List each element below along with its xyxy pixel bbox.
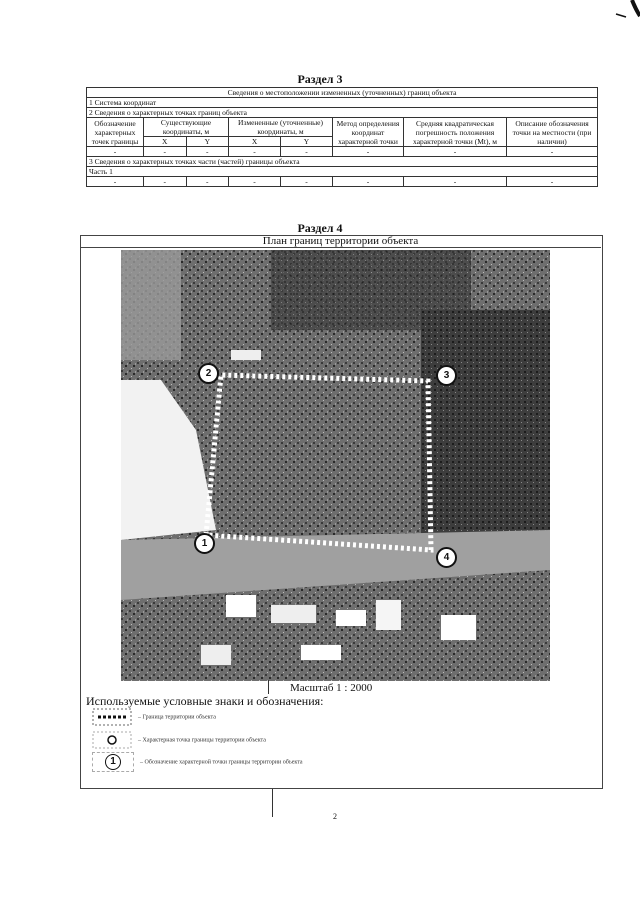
cell: -: [229, 177, 281, 187]
header-existing-coords: Существующие координаты, м: [144, 118, 229, 137]
legend-title: Используемые условные знаки и обозначения:: [86, 694, 324, 708]
boundary-line-icon: [92, 708, 132, 726]
header-x: X: [229, 137, 281, 147]
cell: -: [333, 177, 404, 187]
cell: -: [144, 177, 187, 187]
point-2: [198, 363, 219, 384]
plan-title: План границ территории объекта: [80, 235, 601, 248]
table-row: [87, 177, 598, 187]
point-label: 1: [201, 538, 208, 549]
section3-heading: Раздел 3: [297, 72, 343, 86]
page-number: 2: [333, 812, 337, 821]
legend-point-number: 1: [105, 754, 121, 770]
page-divider: [272, 789, 273, 817]
cell: -: [87, 177, 144, 187]
cell: -: [229, 147, 281, 157]
point-3: [436, 365, 457, 386]
cell: -: [87, 147, 144, 157]
section4-heading: Раздел 4: [297, 221, 343, 235]
point-circle-icon: [92, 731, 132, 749]
part-label-row: Часть 1: [87, 167, 598, 177]
corner-mark-icon: [610, 0, 640, 22]
cell: -: [186, 147, 229, 157]
cell: -: [333, 147, 404, 157]
legend-text: – Обозначение характерной точки границы территории объекта: [140, 759, 303, 766]
section3-table: [86, 87, 598, 187]
aerial-photo: [121, 250, 550, 681]
point-label: 3: [443, 370, 450, 381]
legend-item: [92, 708, 216, 726]
cell: -: [186, 177, 229, 187]
legend-text: – Характерная точка границы территории объекта: [138, 737, 266, 744]
coord-system-row: 1 Система координат: [87, 98, 598, 108]
cell: -: [507, 177, 598, 187]
scale-divider: [268, 680, 269, 694]
header-y: Y: [281, 137, 333, 147]
part-points-row: 3 Сведения о характерных точках части (частей) границы объекта: [87, 157, 598, 167]
cell: -: [404, 177, 507, 187]
point-label: 2: [205, 368, 212, 379]
legend-text: – Граница территории объекта: [138, 714, 216, 721]
legend-item: [92, 731, 266, 749]
map-scale: Масштаб 1 : 2000: [290, 682, 373, 694]
cell: -: [507, 147, 598, 157]
header-y: Y: [186, 137, 229, 147]
point-1: [194, 533, 215, 554]
points-info-row: 2 Сведения о характерных точках границ объекта: [87, 108, 598, 118]
header-method: Метод определения координат характерной точки: [333, 118, 404, 147]
table-title-row: Сведения о местоположении измененных (уточненных) границ объекта: [87, 88, 598, 98]
point-4: [436, 547, 457, 568]
cell: -: [281, 177, 333, 187]
header-changed-coords: Измененные (уточненные) координаты, м: [229, 118, 333, 137]
point-label: 4: [443, 552, 450, 563]
header-x: X: [144, 137, 187, 147]
cell: -: [281, 147, 333, 157]
header-point-designation: Обозначение характерных точек границы: [87, 118, 144, 147]
cell: -: [404, 147, 507, 157]
header-description: Описание обозначения точки на местности (при наличии): [507, 118, 598, 147]
table-row: [87, 147, 598, 157]
cell: -: [144, 147, 187, 157]
numbered-point-icon: [92, 752, 134, 772]
aerial-map: [121, 250, 550, 681]
legend-item: [92, 752, 303, 772]
header-error: Средняя квадратическая погрешность положения характерной точки (Mt), м: [404, 118, 507, 147]
